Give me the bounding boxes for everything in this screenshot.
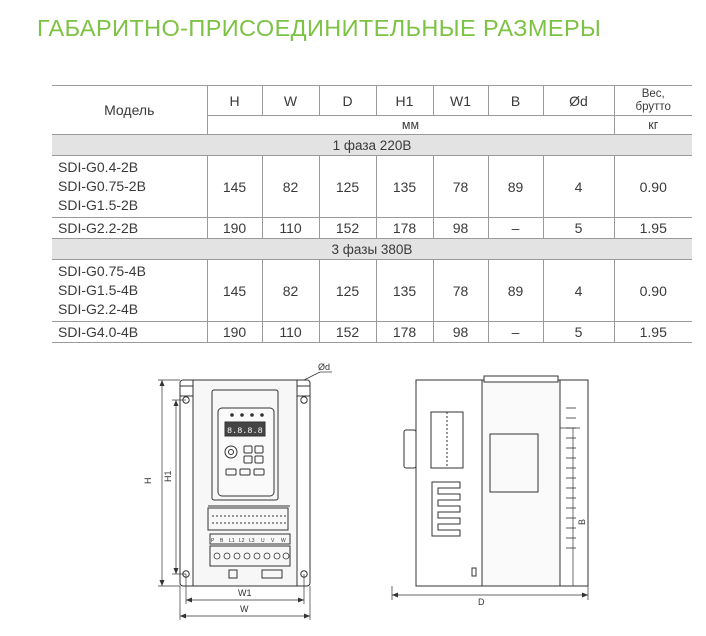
col-header-h1: H1 [376,86,433,116]
value-d: 152 [319,218,376,239]
value-b: 89 [488,260,543,322]
terminal-label: P [211,538,215,544]
value-h1: 135 [376,156,433,218]
value-w1: 78 [433,156,488,218]
value-d: 125 [319,156,376,218]
value-d: 125 [319,260,376,322]
table-row [52,218,692,239]
model-name: SDI-G2.2-4B [58,301,139,317]
unit-mm: мм [207,116,614,135]
dim-label-diameter: Ød [318,362,331,372]
col-header-diameter: Ød [543,86,614,116]
group-row [52,239,692,260]
value-h: 190 [207,322,262,343]
value-w1: 98 [433,322,488,343]
value-h: 190 [207,218,262,239]
display-digits: 8.8.8.8 [227,426,263,436]
weight-header: Вес, брутто [614,86,692,116]
value-weight: 1.95 [614,218,692,239]
page-title: ГАБАРИТНО-ПРИСОЕДИНИТЕЛЬНЫЕ РАЗМЕРЫ [37,15,602,41]
model-name: SDI-G0.4-2B [58,159,139,175]
terminal-label: L1 [229,538,235,544]
value-b: – [488,322,543,343]
terminal-label: U [261,538,265,544]
value-w: 82 [262,260,319,322]
col-header-b: B [488,86,543,116]
terminal-label: B [220,538,224,544]
dim-label-h: H [143,477,153,484]
value-h: 145 [207,260,262,322]
model-header: Модель [52,86,207,135]
value-weight: 0.90 [614,260,692,322]
side-view-drawing [404,376,588,586]
table-row [52,260,692,322]
group-label: 1 фаза 220В [52,135,692,156]
model-cell [52,218,207,239]
value-weight: 1.95 [614,322,692,343]
value-w1: 98 [433,218,488,239]
value-w: 110 [262,322,319,343]
value-h1: 178 [376,322,433,343]
dimension-drawings [0,360,706,636]
model-cell [52,322,207,343]
table-header-row [52,86,692,116]
value-h1: 135 [376,260,433,322]
value-diameter: 4 [543,156,614,218]
terminal-label: W [281,538,286,544]
unit-kg: кг [614,116,692,135]
model-cell [52,156,207,218]
value-diameter: 5 [543,322,614,343]
value-w: 110 [262,218,319,239]
model-name: SDI-G4.0-4B [58,323,139,340]
model-name: SDI-G0.75-2B [58,178,146,194]
dim-label-d: D [478,597,485,607]
model-name: SDI-G2.2-2B [58,219,139,236]
value-diameter: 4 [543,260,614,322]
dim-label-b: B [577,518,587,525]
model-name: SDI-G0.75-4B [58,263,146,279]
value-w: 82 [262,156,319,218]
table-row [52,156,692,218]
group-label: 3 фазы 380В [52,239,692,260]
value-b: – [488,218,543,239]
model-name: SDI-G1.5-4B [58,282,139,298]
model-cell [52,260,207,322]
terminal-label: L2 [239,538,245,544]
dim-label-h1: H1 [163,470,173,482]
group-row [52,135,692,156]
value-weight: 0.90 [614,156,692,218]
col-header-d: D [319,86,376,116]
table-row [52,322,692,343]
front-view-drawing [180,380,310,586]
dimensions-table [52,85,692,343]
value-diameter: 5 [543,218,614,239]
model-name: SDI-G1.5-2B [58,197,139,213]
value-b: 89 [488,156,543,218]
dim-label-w: W [240,604,249,614]
value-w1: 78 [433,260,488,322]
value-h: 145 [207,156,262,218]
terminal-label: V [271,538,275,544]
col-header-w: W [262,86,319,116]
col-header-h: H [207,86,262,116]
value-d: 152 [319,322,376,343]
col-header-w1: W1 [433,86,488,116]
dim-label-w1: W1 [238,588,252,598]
value-h1: 178 [376,218,433,239]
terminal-label: L3 [249,538,255,544]
